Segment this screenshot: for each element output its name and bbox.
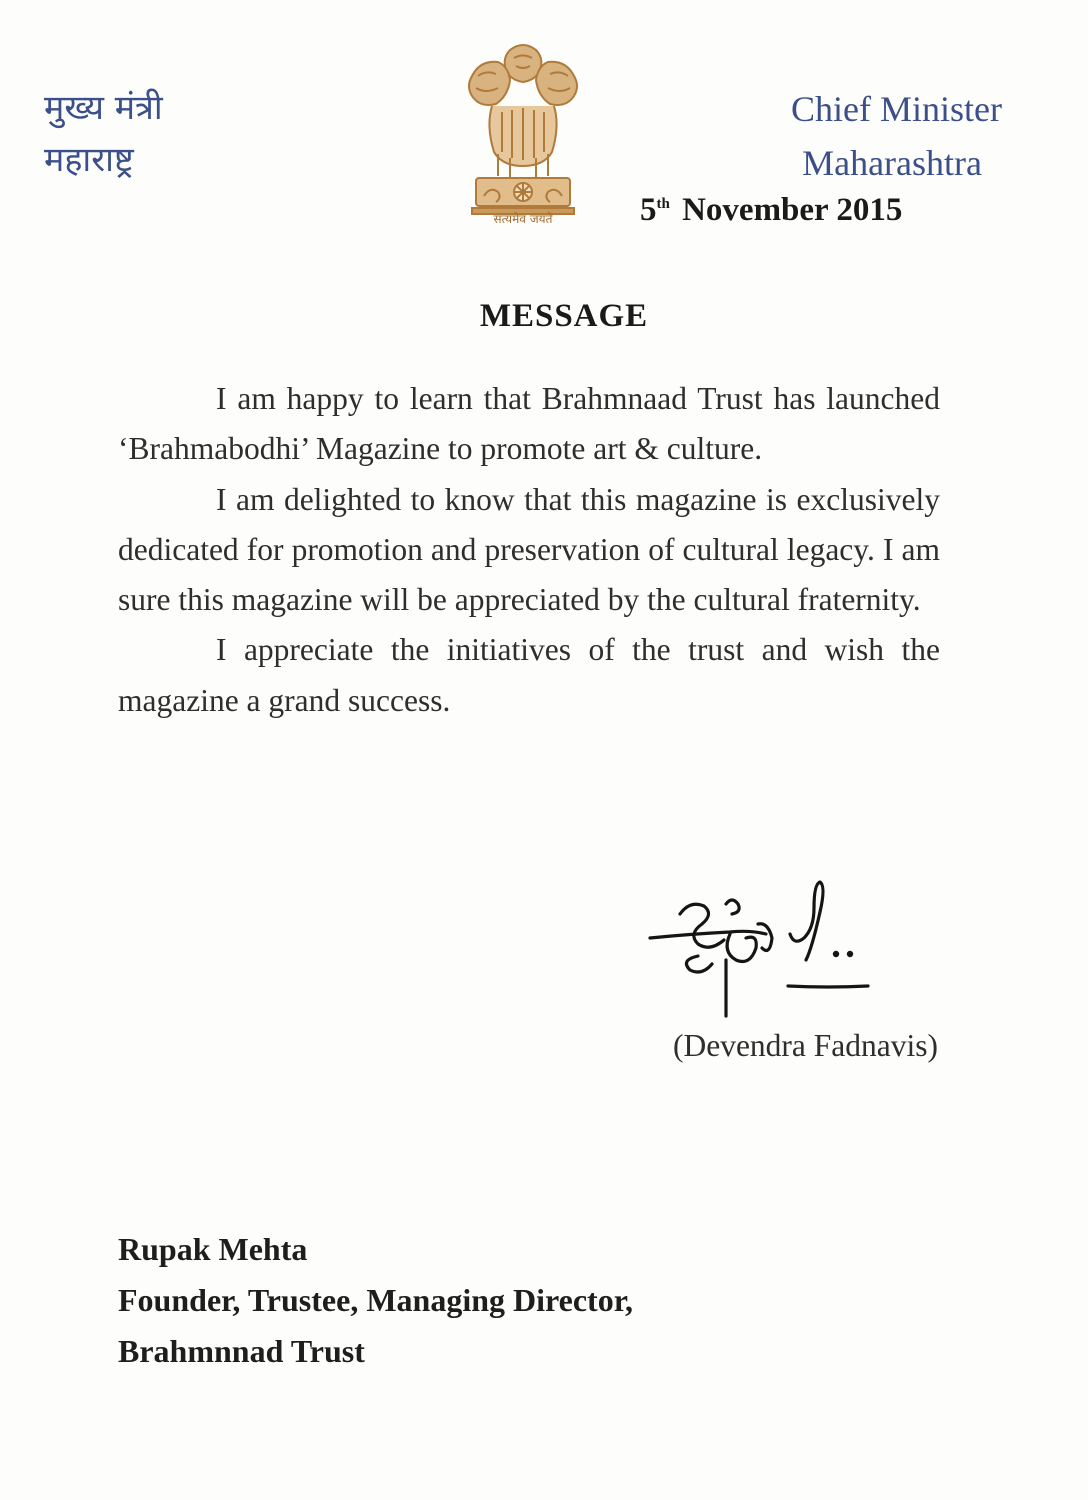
handwritten-signature bbox=[640, 874, 880, 1024]
national-emblem-icon bbox=[462, 36, 584, 236]
letter-date bbox=[640, 192, 902, 229]
letterhead-designation bbox=[702, 82, 1002, 190]
recipient-name: Rupak Mehta bbox=[118, 1231, 308, 1267]
designation-title: Chief Minister bbox=[791, 89, 1002, 129]
date-month-year: November 2015 bbox=[682, 192, 903, 228]
letterhead-hindi-title bbox=[44, 82, 244, 186]
recipient-organization: Brahmnnad Trust bbox=[118, 1333, 365, 1369]
message-paragraph: I am happy to learn that Brahmnaad Trust has launched ‘Brahmabodhi’ Magazine to promote art & culture. bbox=[118, 381, 940, 467]
date-day: 5 bbox=[640, 192, 657, 228]
message-body bbox=[118, 374, 940, 726]
emblem-motto: सत्यमेव जयते bbox=[493, 212, 553, 226]
recipient-block bbox=[118, 1224, 633, 1377]
recipient-title: Founder, Trustee, Managing Director, bbox=[118, 1282, 633, 1318]
message-heading: MESSAGE bbox=[479, 298, 649, 334]
signatory-name: (Devendra Fadnavis) bbox=[672, 1028, 938, 1063]
hindi-designation: मुख्य मंत्री bbox=[44, 88, 163, 128]
designation-state: Maharashtra bbox=[802, 143, 982, 183]
message-paragraph: I am delighted to know that this magazine is exclusively dedicated for promotion and preservation of cultural legacy. I am sure this magazine will be appreciated by the cultural fraternity. bbox=[118, 481, 940, 618]
date-suffix: th bbox=[656, 196, 670, 212]
hindi-state: महाराष्ट्र bbox=[44, 140, 134, 180]
message-paragraph: I appreciate the initiatives of the trust and wish the magazine a grand success. bbox=[118, 632, 940, 718]
